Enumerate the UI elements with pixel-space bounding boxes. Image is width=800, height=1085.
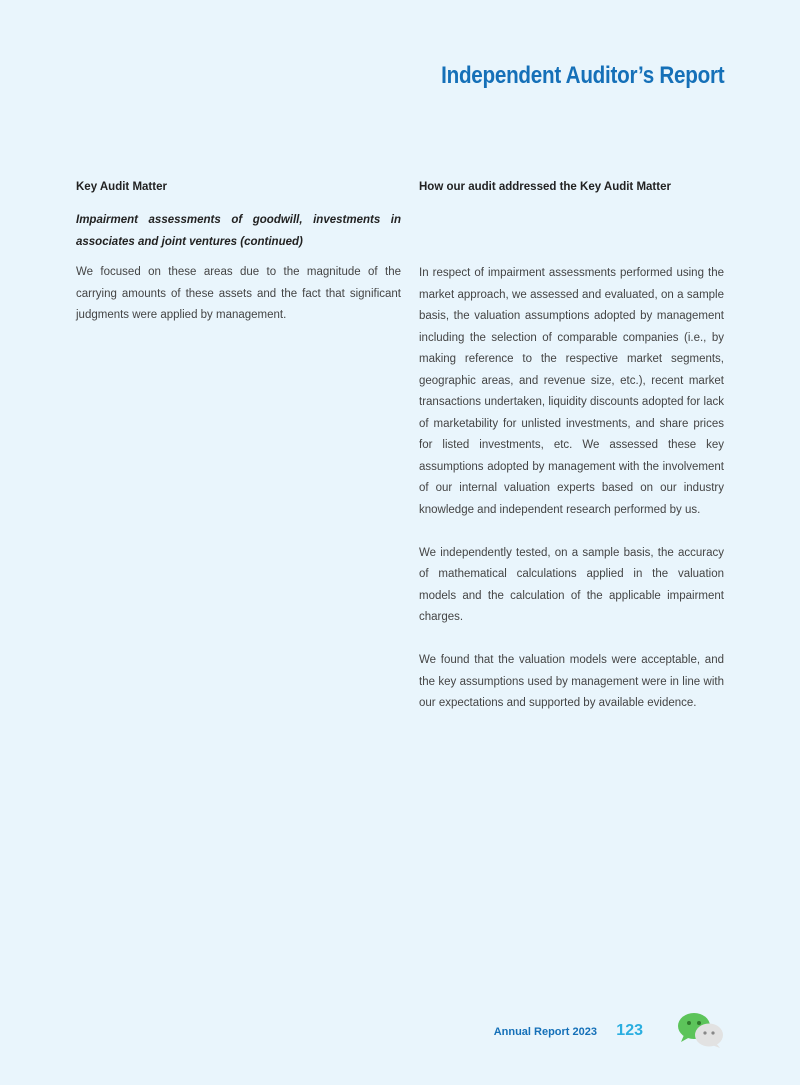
page-footer <box>0 1015 800 1055</box>
response-paragraph: We found that the valuation models were acceptable, and the key assumptions used by management were in line with our expectations and supported by available evidence. <box>419 654 724 709</box>
audit-response-heading: How our audit addressed the Key Audit Matter <box>419 181 671 193</box>
response-paragraph: In respect of impairment assessments performed using the market approach, we assessed and evaluated, on a sample basis, the valuation assumptions adopted by management including the selection of comparable companies (i.e., by making reference to the respective market segments, geographic areas, and revenue size, etc.), recent market transactions undertaken, liquidity discounts adopted for lack of marketability for unlisted investments, and share prices for listed investments, etc. We assessed these key assumptions adopted by management with the involvement of our internal valuation experts based on our industry knowledge and independent research performed by us. <box>419 267 724 516</box>
response-paragraph: We independently tested, on a sample basis, the accuracy of mathematical calculations applied in the valuation models and the calculation of the applicable impairment charges. <box>419 546 724 623</box>
page-title: Independent Auditor’s Report <box>440 62 724 89</box>
report-label: Annual Report 2023 <box>493 1026 597 1038</box>
page-number: 123 <box>616 1022 643 1039</box>
audit-response-column <box>419 180 724 715</box>
key-audit-matter-column <box>76 180 401 327</box>
matter-paragraph: We focused on these areas due to the magnitude of the carrying amounts of these assets and the fact that significant judgments were applied by management. <box>76 266 401 321</box>
matter-subheading: Impairment assessments of goodwill, investments in associates and joint ventures (continued) <box>76 214 401 248</box>
key-audit-matter-heading: Key Audit Matter <box>76 181 167 193</box>
wechat-icon <box>676 1011 724 1051</box>
